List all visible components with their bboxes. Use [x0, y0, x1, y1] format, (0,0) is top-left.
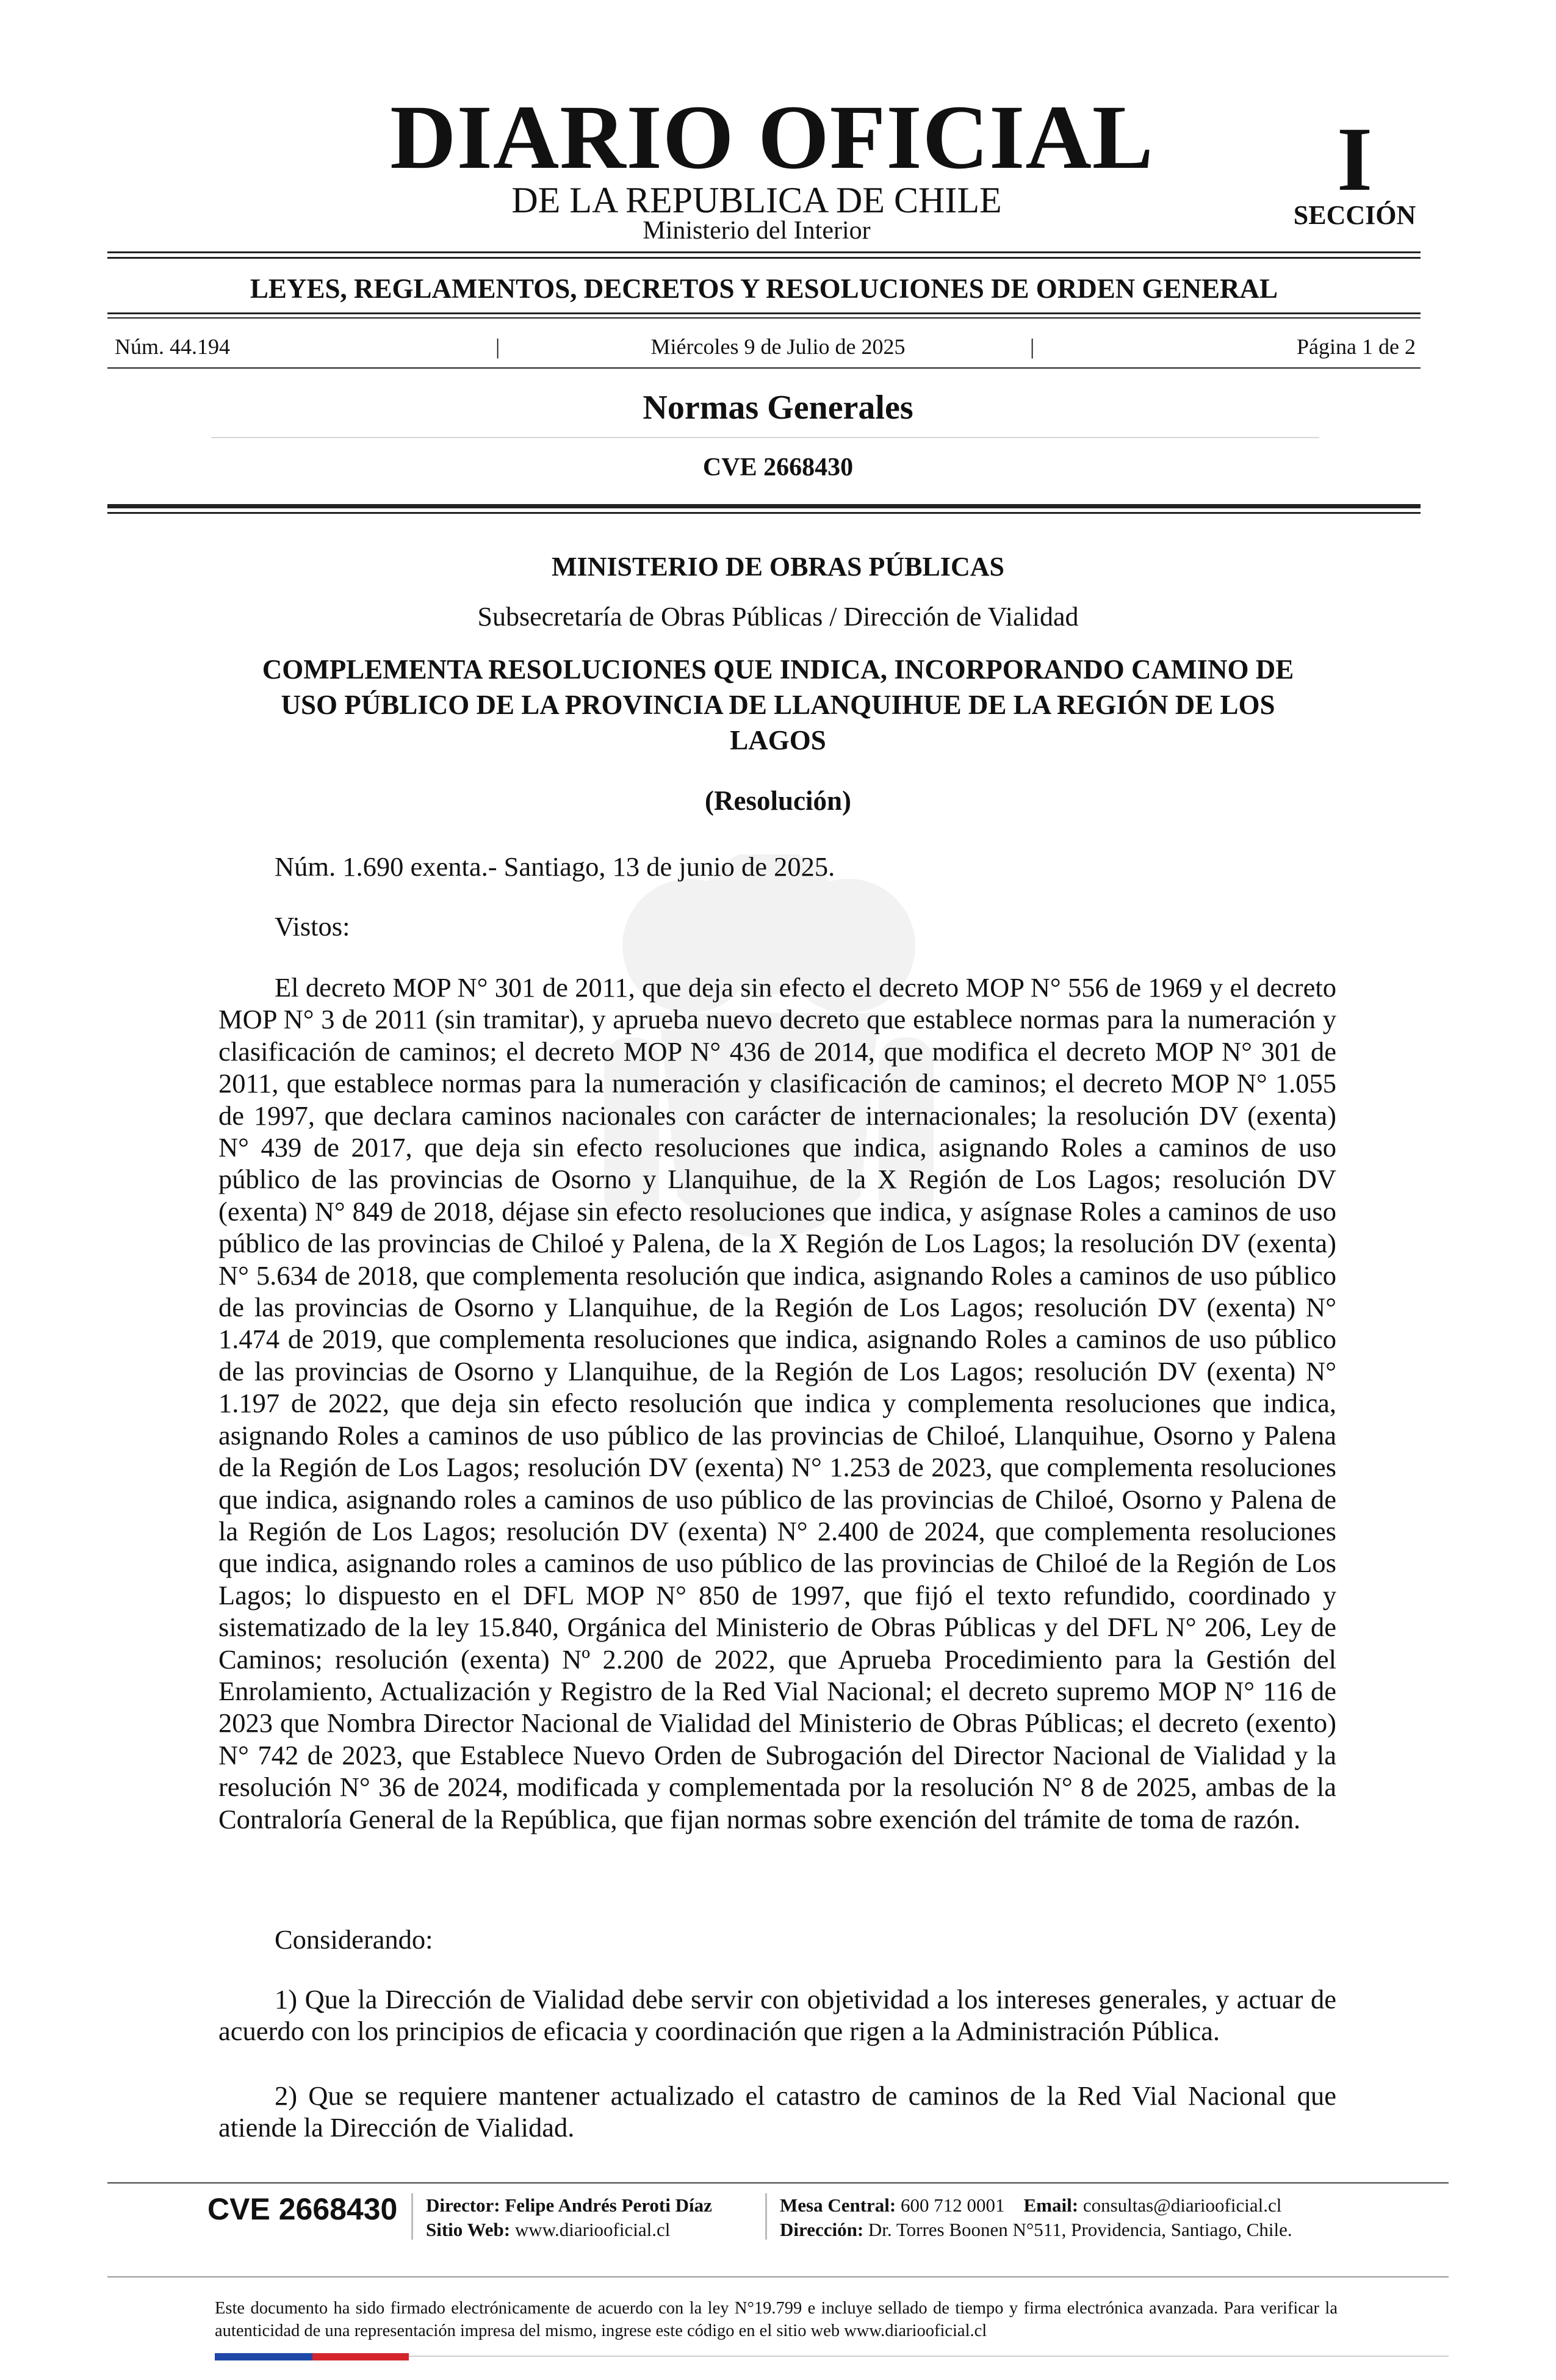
- flag-stripe-blue: [215, 2353, 312, 2360]
- footer-email-link[interactable]: consultas@diariooficial.cl: [1082, 2194, 1282, 2216]
- footer-mesa-value: 600 712 0001: [901, 2194, 1005, 2216]
- section-label: SECCIÓN: [1293, 200, 1416, 230]
- footer-website-link[interactable]: www.diariooficial.cl: [514, 2219, 671, 2240]
- ministry-heading: MINISTERIO DE OBRAS PÚBLICAS: [551, 552, 1005, 582]
- subsecretaria-line: Subsecretaría de Obras Públicas / Dirección de Vialidad: [477, 602, 1079, 632]
- resolution-title-line-3: LAGOS: [730, 725, 826, 755]
- resolution-kind: (Resolución): [705, 785, 851, 816]
- meta-separator-right: |: [1030, 334, 1035, 359]
- footer-website: [426, 2218, 670, 2242]
- masthead-title: DIARIO OFICIAL: [390, 87, 1154, 188]
- footer-director-label: Director:: [426, 2194, 500, 2216]
- footer-separator-1: [411, 2193, 413, 2240]
- header-rule-thin: [107, 512, 1421, 514]
- footer-director-name: Felipe Andrés Peroti Díaz: [505, 2194, 712, 2216]
- masthead-rule-top-2: [107, 257, 1421, 259]
- band-rule-bottom-2: [107, 317, 1421, 319]
- footer-rule-3: [409, 2356, 1449, 2357]
- footer-contact: [780, 2193, 1281, 2218]
- resolution-title: [220, 652, 1336, 758]
- masthead-rule-top: [107, 251, 1421, 253]
- header-rule-thick: [107, 504, 1421, 508]
- footer-rule: [107, 2182, 1449, 2183]
- section-heading-rule: [211, 437, 1319, 438]
- issue-date: Miércoles 9 de Julio de 2025: [650, 334, 906, 359]
- resolution-number-line: Núm. 1.690 exenta.- Santiago, 13 de junio de 2025.: [275, 851, 835, 882]
- footer-address: [780, 2218, 1292, 2242]
- cve-code: CVE 2668430: [702, 453, 854, 481]
- page-indicator: Página 1 de 2: [1297, 334, 1416, 359]
- masthead-subtitle: DE LA REPUBLICA DE CHILE: [511, 180, 1002, 220]
- footer-director: [426, 2193, 712, 2218]
- vistos-label: Vistos:: [275, 911, 350, 942]
- footer-legal-note: Este documento ha sido firmado electrónicamente de acuerdo con la ley N°19.799 e incluye sellado de tiempo y firma electrónica avanzada. Para verificar la autenticidad de una representación impresa del mismo, ingrese este código en el sitio web www.diariooficial.cl: [215, 2299, 1338, 2340]
- vistos-paragraph: El decreto MOP N° 301 de 2011, que deja sin efecto el decreto MOP N° 556 de 1969 y el decreto MOP N° 3 de 2011 (sin tramitar), y aprueba nuevo decreto que establece normas para la numeración y clasificación de caminos; el decreto MOP N° 436 de 2014, que modifica el decreto MOP N° 301 de 2011, que establece normas para la numeración y clasificación de caminos; el decreto MOP N° 1.055 de 1997, que declara caminos nacionales con carácter de internacionales; la resolución DV (exenta) N° 439 de 2017, que deja sin efecto resoluciones que indica, asignando Roles a caminos de uso público de las provincias de Osorno y Llanquihue, de la X Región de Los Lagos; resolución DV (exenta) N° 849 de 2018, déjase sin efecto resoluciones que indica, y asígnase Roles a caminos de uso público de las provincias de Chiloé y Palena, de la X Región de Los Lagos; la resolución DV (exenta) N° 5.634 de 2018, que complementa resolución que indica, asignando Roles a caminos de uso público de las provincias de Osorno y Llanquihue, de la Región de Los Lagos; resolución DV (exenta) N° 1.474 de 2019, que complementa resoluciones que indica, asignando Roles a caminos de uso público de las provincias de Osorno y Llanquihue, de la Región de Los Lagos; resolución DV (exenta) N° 1.197 de 2022, que deja sin efecto resolución que indica y complementa resoluciones que indica, asignando Roles a caminos de uso público de las provincias de Chiloé, Llanquihue, Osorno y Palena de la Región de Los Lagos; resolución DV (exenta) N° 1.253 de 2023, que complementa resoluciones que indica, asignando roles a caminos de uso público de las provincias de Chiloé, Osorno y Palena de la Región de Los Lagos; resolución DV (exenta) N° 2.400 de 2024, que complementa resoluciones que indica, asignando roles a caminos de uso público de las provincias de Chiloé de la Región de Los Lagos; lo dispuesto en el DFL MOP N° 850 de 1997, que fijó el texto refundido, coordinado y sistematizado de la ley 15.840, Orgánica del Ministerio de Obras Públicas y del DFL N° 206, Ley de Caminos; resolución (exenta) Nº 2.200 de 2022, que Aprueba Procedimiento para la Gestión del Enrolamiento, Actualización y Registro de la Red Vial Nacional; el decreto supremo MOP N° 116 de 2023 que Nombra Director Nacional de Vialidad del Ministerio de Obras Públicas; el decreto (exento) N° 742 de 2023, que Establece Nuevo Orden de Subrogación del Director Nacional de Vialidad y la resolución N° 36 de 2024, modificada y complementada por la resolución N° 8 de 2025, ambas de la Contraloría General de la República, que fijan normas sobre exención del trámite de toma de razón.: [218, 972, 1336, 1834]
- meta-rule: [107, 367, 1421, 369]
- masthead-ministry: Ministerio del Interior: [643, 217, 871, 245]
- footer-separator-2: [765, 2193, 767, 2240]
- considerando-label: Considerando:: [275, 1924, 433, 1955]
- section-number: I: [1336, 109, 1373, 210]
- footer-address-label: Dirección:: [780, 2219, 864, 2240]
- footer-website-label: Sitio Web:: [426, 2219, 511, 2240]
- considerando-item-1: 1) Que la Dirección de Vialidad debe servir con objetividad a los intereses generales, y actuar de acuerdo con los principios de eficacia y coordinación que rigen a la Administración Pública.: [218, 1984, 1336, 2047]
- flag-stripe-red: [312, 2353, 409, 2360]
- issue-number: Núm. 44.194: [115, 334, 230, 359]
- footer-rule-2: [107, 2276, 1449, 2277]
- footer-email-label: Email:: [1023, 2194, 1079, 2216]
- considerando-item-2: 2) Que se requiere mantener actualizado el catastro de caminos de la Red Vial Nacional que atiende la Dirección de Vialidad.: [218, 2080, 1336, 2143]
- resolution-title-line-2: USO PÚBLICO DE LA PROVINCIA DE LLANQUIHUE DE LA REGIÓN DE LOS: [281, 690, 1275, 720]
- footer-mesa-label: Mesa Central:: [780, 2194, 896, 2216]
- section-heading: Normas Generales: [643, 389, 913, 427]
- footer-cve-code: CVE 2668430: [207, 2192, 398, 2226]
- meta-separator-left: |: [495, 334, 500, 359]
- resolution-title-line-1: COMPLEMENTA RESOLUCIONES QUE INDICA, INCORPORANDO CAMINO DE: [262, 654, 1294, 685]
- band-rule-bottom: [107, 312, 1421, 314]
- band-title: LEYES, REGLAMENTOS, DECRETOS Y RESOLUCIONES DE ORDEN GENERAL: [250, 273, 1278, 304]
- footer-address-value: Dr. Torres Boonen N°511, Providencia, Santiago, Chile.: [868, 2219, 1292, 2240]
